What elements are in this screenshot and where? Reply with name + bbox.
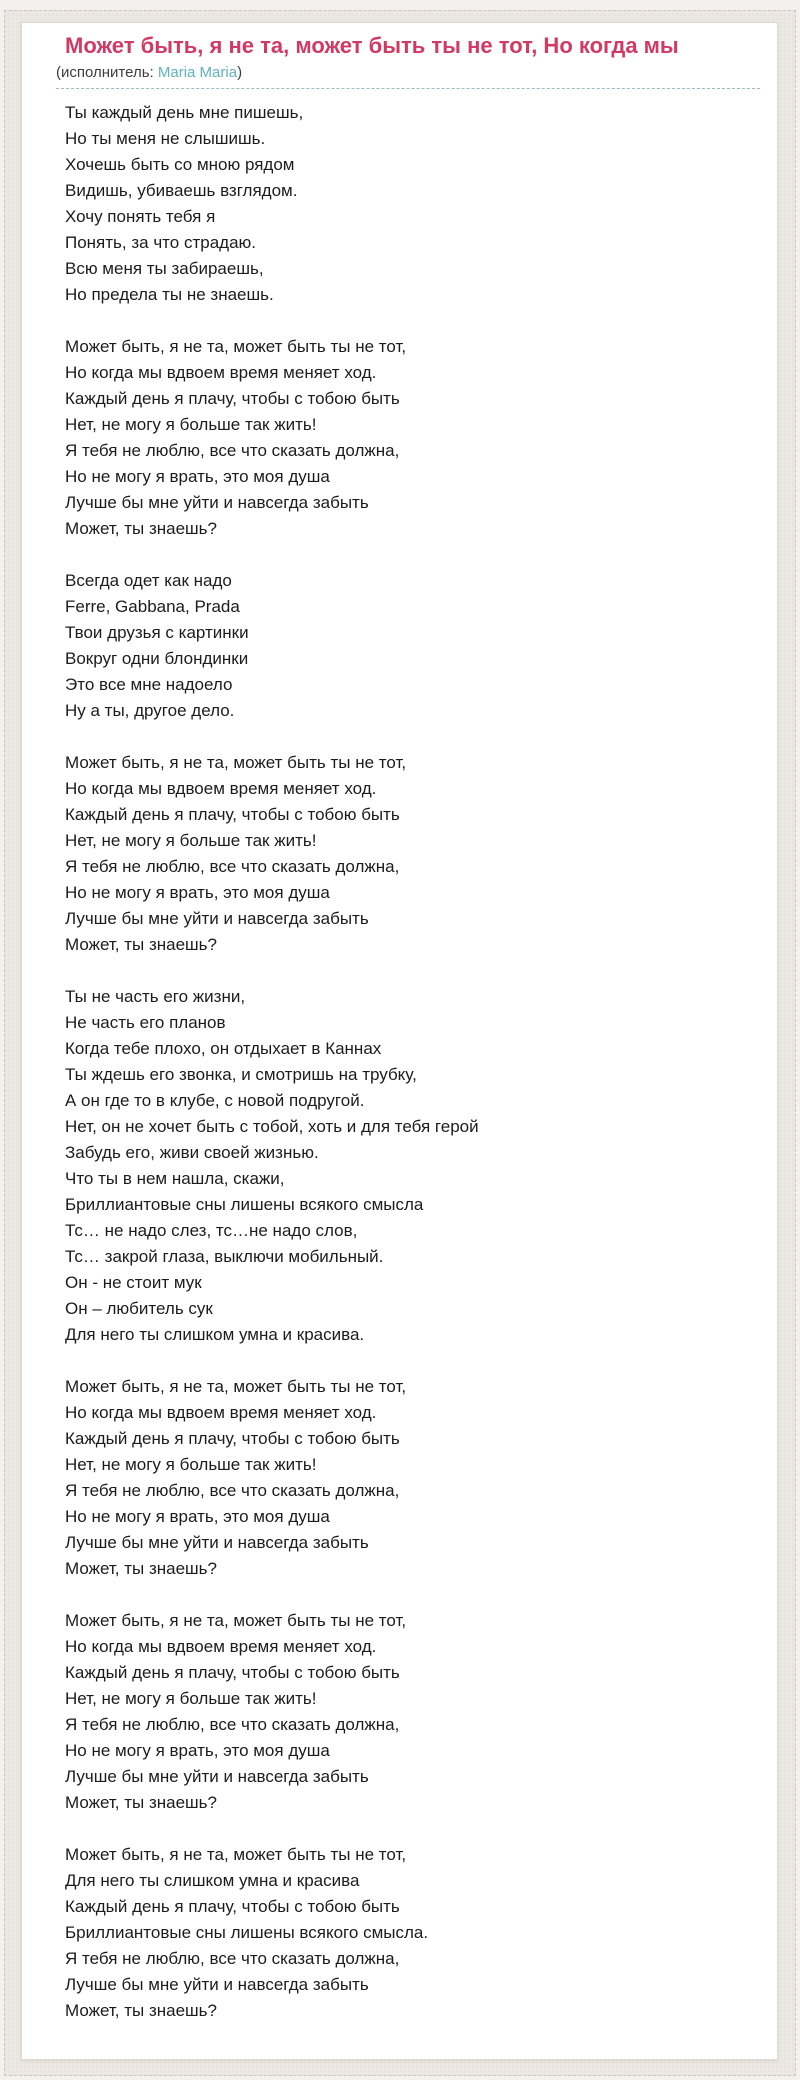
lyric-line: Ну а ты, другое дело. xyxy=(65,701,235,720)
stanza xyxy=(65,1608,760,1816)
lyric-line: Лучше бы мне уйти и навсегда забыть xyxy=(65,1533,369,1552)
lyric-line: Всю меня ты забираешь, xyxy=(65,259,264,278)
lyric-line: Нет, он не хочет быть с тобой, хоть и для тебя герой xyxy=(65,1117,479,1136)
stanza xyxy=(65,334,760,542)
stanza xyxy=(65,750,760,958)
lyric-line: Лучше бы мне уйти и навсегда забыть xyxy=(65,1975,369,1994)
stanza xyxy=(65,1842,760,2024)
stanza xyxy=(65,1374,760,1582)
lyric-line: Ты не часть его жизни, xyxy=(65,987,246,1006)
lyric-line: Нет, не могу я больше так жить! xyxy=(65,1689,317,1708)
lyric-line: А он где то в клубе, с новой подругой. xyxy=(65,1091,365,1110)
lyric-line: Каждый день я плачу, чтобы с тобою быть xyxy=(65,1663,400,1682)
lyric-line: Ты каждый день мне пишешь, xyxy=(65,103,304,122)
lyric-line: Бриллиантовые сны лишены всякого смысла xyxy=(65,1195,424,1214)
lyric-line: Хочу понять тебя я xyxy=(65,207,216,226)
lyric-line: Но не могу я врать, это моя душа xyxy=(65,467,330,486)
lyric-line: Но не могу я врать, это моя душа xyxy=(65,1741,330,1760)
lyric-line: Но когда мы вдвоем время меняет ход. xyxy=(65,1403,377,1422)
lyric-line: Может, ты знаешь? xyxy=(65,1793,217,1812)
lyric-line: Может быть, я не та, может быть ты не тот, xyxy=(65,753,407,772)
artist-label-suffix: ) xyxy=(237,64,243,81)
lyric-line: Но предела ты не знаешь. xyxy=(65,285,274,304)
lyric-line: Нет, не могу я больше так жить! xyxy=(65,831,317,850)
lyric-line: Ты ждешь его звонка, и смотришь на трубку, xyxy=(65,1065,417,1084)
lyrics xyxy=(65,100,760,2024)
lyric-line: Может быть, я не та, может быть ты не тот, xyxy=(65,1845,407,1864)
lyric-line: Бриллиантовые сны лишены всякого смысла. xyxy=(65,1923,429,1942)
lyric-line: Лучше бы мне уйти и навсегда забыть xyxy=(65,909,369,928)
lyric-line: Нет, не могу я больше так жить! xyxy=(65,415,317,434)
lyric-line: Лучше бы мне уйти и навсегда забыть xyxy=(65,493,369,512)
lyric-line: Всегда одет как надо xyxy=(65,571,232,590)
lyric-line: Я тебя не люблю, все что сказать должна, xyxy=(65,1715,400,1734)
lyric-line: Может, ты знаешь? xyxy=(65,519,217,538)
lyric-line: Каждый день я плачу, чтобы с тобою быть xyxy=(65,1429,400,1448)
stanza xyxy=(65,984,760,1348)
lyric-line: Каждый день я плачу, чтобы с тобою быть xyxy=(65,805,400,824)
lyric-line: Что ты в нем нашла, скажи, xyxy=(65,1169,285,1188)
lyric-line: Может, ты знаешь? xyxy=(65,935,217,954)
lyric-line: Не часть его планов xyxy=(65,1013,226,1032)
lyric-line: Но ты меня не слышишь. xyxy=(65,129,266,148)
lyric-line: Может быть, я не та, может быть ты не тот, xyxy=(65,1611,407,1630)
lyric-line: Когда тебе плохо, он отдыхает в Каннах xyxy=(65,1039,382,1058)
artist-label: (исполнитель: xyxy=(56,64,158,81)
lyric-line: Забудь его, живи своей жизнью. xyxy=(65,1143,319,1162)
lyric-line: Он – любитель сук xyxy=(65,1299,213,1318)
lyric-line: Я тебя не люблю, все что сказать должна, xyxy=(65,441,400,460)
artist-link[interactable]: Maria Maria xyxy=(157,64,238,81)
song-title: Может быть, я не та, может быть ты не тот, Но когда мы xyxy=(65,33,679,58)
lyric-line: Это все мне надоело xyxy=(65,675,233,694)
lyric-line: Лучше бы мне уйти и навсегда забыть xyxy=(65,1767,369,1786)
lyric-line: Но когда мы вдвоем время меняет ход. xyxy=(65,363,377,382)
lyric-line: Тс… не надо слез, тс…не надо слов, xyxy=(65,1221,358,1240)
lyric-line: Вокруг одни блондинки xyxy=(65,649,249,668)
lyric-line: Твои друзья с картинки xyxy=(65,623,249,642)
lyrics-card xyxy=(21,22,778,2060)
lyric-line: Для него ты слишком умна и красива xyxy=(65,1871,360,1890)
lyric-line: Но не могу я врать, это моя душа xyxy=(65,883,330,902)
lyric-line: Я тебя не люблю, все что сказать должна, xyxy=(65,1949,400,1968)
lyric-line: Может быть, я не та, может быть ты не тот, xyxy=(65,1377,407,1396)
lyric-line: Но когда мы вдвоем время меняет ход. xyxy=(65,1637,377,1656)
lyric-line: Каждый день я плачу, чтобы с тобою быть xyxy=(65,1897,400,1916)
lyric-line: Ferre, Gabbana, Prada xyxy=(65,597,240,616)
lyric-line: Может быть, я не та, может быть ты не тот, xyxy=(65,337,407,356)
stanza xyxy=(65,568,760,724)
artist-line xyxy=(56,63,760,89)
lyric-line: Каждый день я плачу, чтобы с тобою быть xyxy=(65,389,400,408)
lyric-line: Но не могу я врать, это моя душа xyxy=(65,1507,330,1526)
lyric-line: Но когда мы вдвоем время меняет ход. xyxy=(65,779,377,798)
lyric-line: Я тебя не люблю, все что сказать должна, xyxy=(65,857,400,876)
lyric-line: Хочешь быть со мною рядом xyxy=(65,155,295,174)
lyric-line: Видишь, убиваешь взглядом. xyxy=(65,181,298,200)
lyric-line: Для него ты слишком умна и красива. xyxy=(65,1325,365,1344)
lyric-line: Я тебя не люблю, все что сказать должна, xyxy=(65,1481,400,1500)
lyric-line: Может, ты знаешь? xyxy=(65,1559,217,1578)
lyric-line: Понять, за что страдаю. xyxy=(65,233,257,252)
stanza xyxy=(65,100,760,308)
lyric-line: Может, ты знаешь? xyxy=(65,2001,217,2020)
lyric-line: Тс… закрой глаза, выключи мобильный. xyxy=(65,1247,384,1266)
lyric-line: Нет, не могу я больше так жить! xyxy=(65,1455,317,1474)
lyric-line: Он - не стоит мук xyxy=(65,1273,202,1292)
